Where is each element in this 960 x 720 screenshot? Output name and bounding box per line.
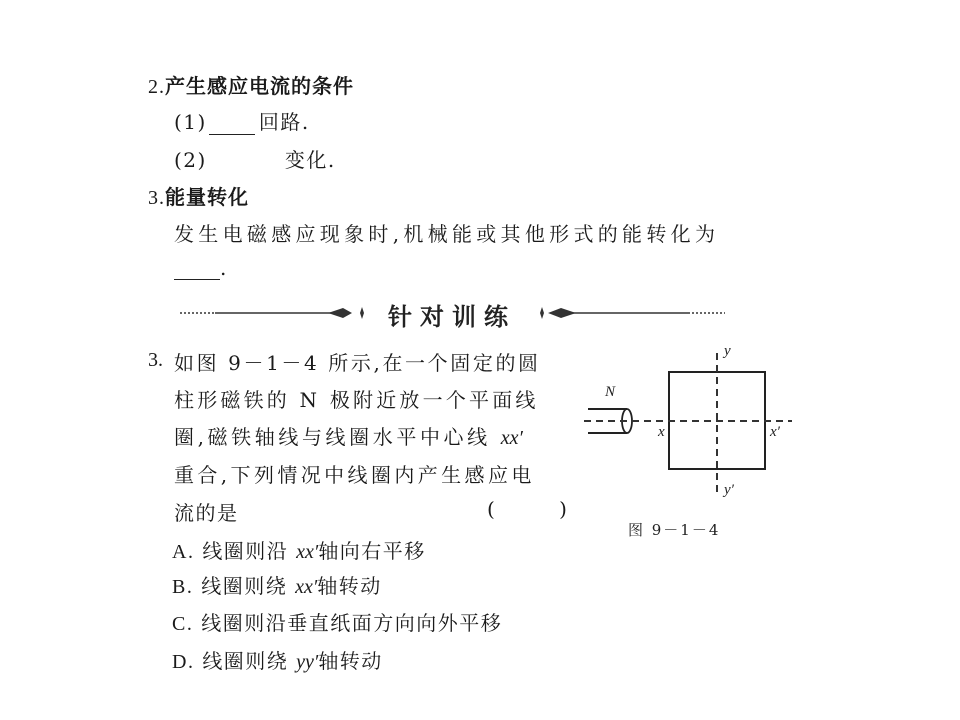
label-x: x	[658, 424, 665, 440]
option-text-pre: 线圈则沿	[202, 539, 289, 563]
label-y-prime: y′	[724, 482, 734, 498]
heading-text: 产生感应电流的条件	[165, 74, 354, 98]
section-number: 2.	[148, 76, 165, 98]
item-label: (1)	[174, 110, 207, 134]
option-text-post: 轴转动	[317, 574, 382, 598]
energy-answer-line	[174, 256, 228, 280]
option-text-pre: 线圈则绕	[201, 574, 288, 598]
figure-magnet-coil	[580, 340, 800, 540]
option-letter: B.	[172, 576, 194, 598]
answer-bracket[interactable]: ( )	[487, 497, 569, 521]
option-a[interactable]	[172, 535, 426, 564]
line-text: 圈,磁铁轴线与线圈水平中心线	[174, 425, 491, 449]
item-suffix: 变化.	[284, 148, 336, 172]
condition-item-2	[174, 144, 336, 173]
option-text-post: 轴转动	[318, 649, 383, 673]
practice-banner	[180, 300, 725, 331]
option-b[interactable]	[172, 570, 382, 599]
option-text-post: 轴向右平移	[318, 539, 426, 563]
item-label: (2)	[174, 148, 207, 172]
option-text-pre: 线圈则沿垂直纸面方向向外平移	[201, 611, 503, 635]
question-line-2: 柱形磁铁的 N 极附近放一个平面线	[174, 388, 539, 412]
figure-caption: 图 9－1－4	[628, 521, 721, 539]
item-suffix: 回路.	[258, 110, 310, 134]
label-y: y	[724, 343, 731, 359]
question-line-5: 流的是	[174, 501, 239, 525]
axis-label: xx′	[295, 576, 318, 598]
axis-label: xx′	[500, 427, 523, 449]
banner-title: 针对训练	[388, 303, 516, 331]
question-line-4: 重合,下列情况中线圈内产生感应电	[174, 463, 535, 487]
axis-label: yy′	[296, 651, 319, 673]
section-3-heading	[148, 181, 249, 210]
magnet-coil-diagram-icon	[580, 340, 800, 540]
section-number: 3.	[148, 187, 165, 209]
option-c[interactable]	[172, 607, 502, 636]
option-letter: D.	[172, 651, 195, 673]
label-n-pole: N	[605, 384, 616, 400]
fill-blank[interactable]	[209, 114, 255, 135]
question-number: 3.	[148, 349, 163, 371]
fill-blank[interactable]	[174, 259, 220, 280]
blank-suffix: .	[220, 256, 228, 280]
condition-item-1	[174, 106, 310, 135]
question-line-1: 如图 9－1－4 所示,在一个固定的圆	[174, 351, 541, 375]
option-d[interactable]	[172, 645, 383, 674]
option-letter: A.	[172, 541, 195, 563]
option-letter: C.	[172, 613, 194, 635]
section-2-heading	[148, 70, 354, 99]
heading-text: 能量转化	[165, 185, 249, 209]
label-x-prime: x′	[770, 424, 780, 440]
axis-label: xx′	[296, 541, 319, 563]
energy-conversion-text: 发生电磁感应现象时,机械能或其他形式的能转化为	[174, 222, 720, 246]
option-text-pre: 线圈则绕	[202, 649, 289, 673]
question-line-3	[174, 421, 523, 450]
